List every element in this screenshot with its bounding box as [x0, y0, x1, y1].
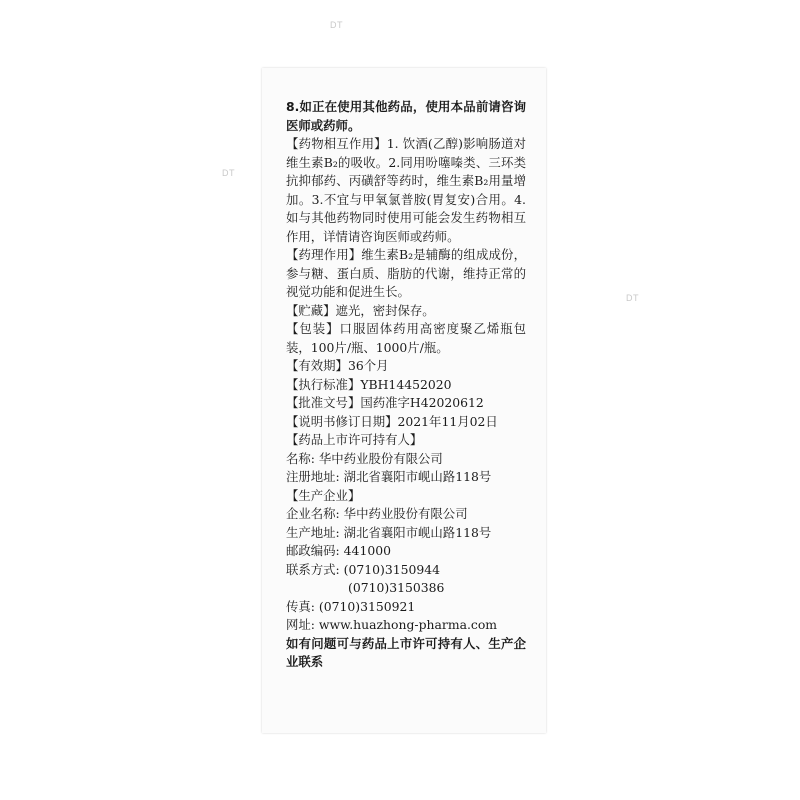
- watermark: DT: [626, 293, 639, 303]
- mah-address: 注册地址: 湖北省襄阳市岘山路118号: [286, 469, 492, 484]
- contact-phone-2: (0710)3150386: [348, 580, 445, 595]
- postal-code: 邮政编码: 441000: [286, 543, 391, 558]
- watermark: DT: [222, 168, 235, 178]
- leaflet-content: [286, 98, 526, 672]
- mah-header: 【药品上市许可持有人】: [286, 432, 423, 447]
- approval-number: 【批准文号】国药准字H42020612: [286, 395, 484, 410]
- drug-interactions: 【药物相互作用】1. 饮酒(乙醇)影响肠道对维生素B₂的吸收。2.同用吩噻嗪类、三环类抗抑郁药、丙磺舒等药时，维生素B₂用量增加。3.不宜与甲氧氯普胺(胃复安)合用。4.如与其他药物同时使用可能会发生药物相互作用，详情请咨询医师或药师。: [286, 136, 526, 244]
- revision-date: 【说明书修订日期】2021年11月02日: [286, 413, 498, 429]
- company-name: 企业名称: 华中药业股份有限公司: [286, 506, 468, 521]
- footer-note: 如有问题可与药品上市许可持有人、生产企业联系: [286, 635, 526, 669]
- watermark: DT: [330, 20, 343, 30]
- execution-standard: 【执行标准】YBH14452020: [286, 376, 452, 392]
- mah-name: 名称: 华中药业股份有限公司: [286, 450, 443, 466]
- production-address: 生产地址: 湖北省襄阳市岘山路118号: [286, 524, 492, 540]
- pharmacology: 【药理作用】维生素B₂是辅酶的组成成份，参与糖、蛋白质、脂肪的代谢，维持正常的视觉功能和促进生长。: [286, 247, 526, 299]
- manufacturer-header: 【生产企业】: [286, 487, 361, 503]
- precaution-item-8: 8.如正在使用其他药品，使用本品前请咨询医师或药师。: [286, 99, 526, 133]
- fax: 传真: (0710)3150921: [286, 598, 416, 614]
- storage: 【贮藏】遮光，密封保存。: [286, 302, 435, 318]
- contact-phone-1: 联系方式: (0710)3150944: [286, 561, 441, 577]
- website: 网址: www.huazhong-pharma.com: [286, 617, 498, 632]
- drug-leaflet: [262, 68, 546, 733]
- packaging: 【包装】口服固体药用高密度聚乙烯瓶包装，100片/瓶、1000片/瓶。: [286, 321, 526, 355]
- validity-period: 【有效期】36个月: [286, 358, 389, 373]
